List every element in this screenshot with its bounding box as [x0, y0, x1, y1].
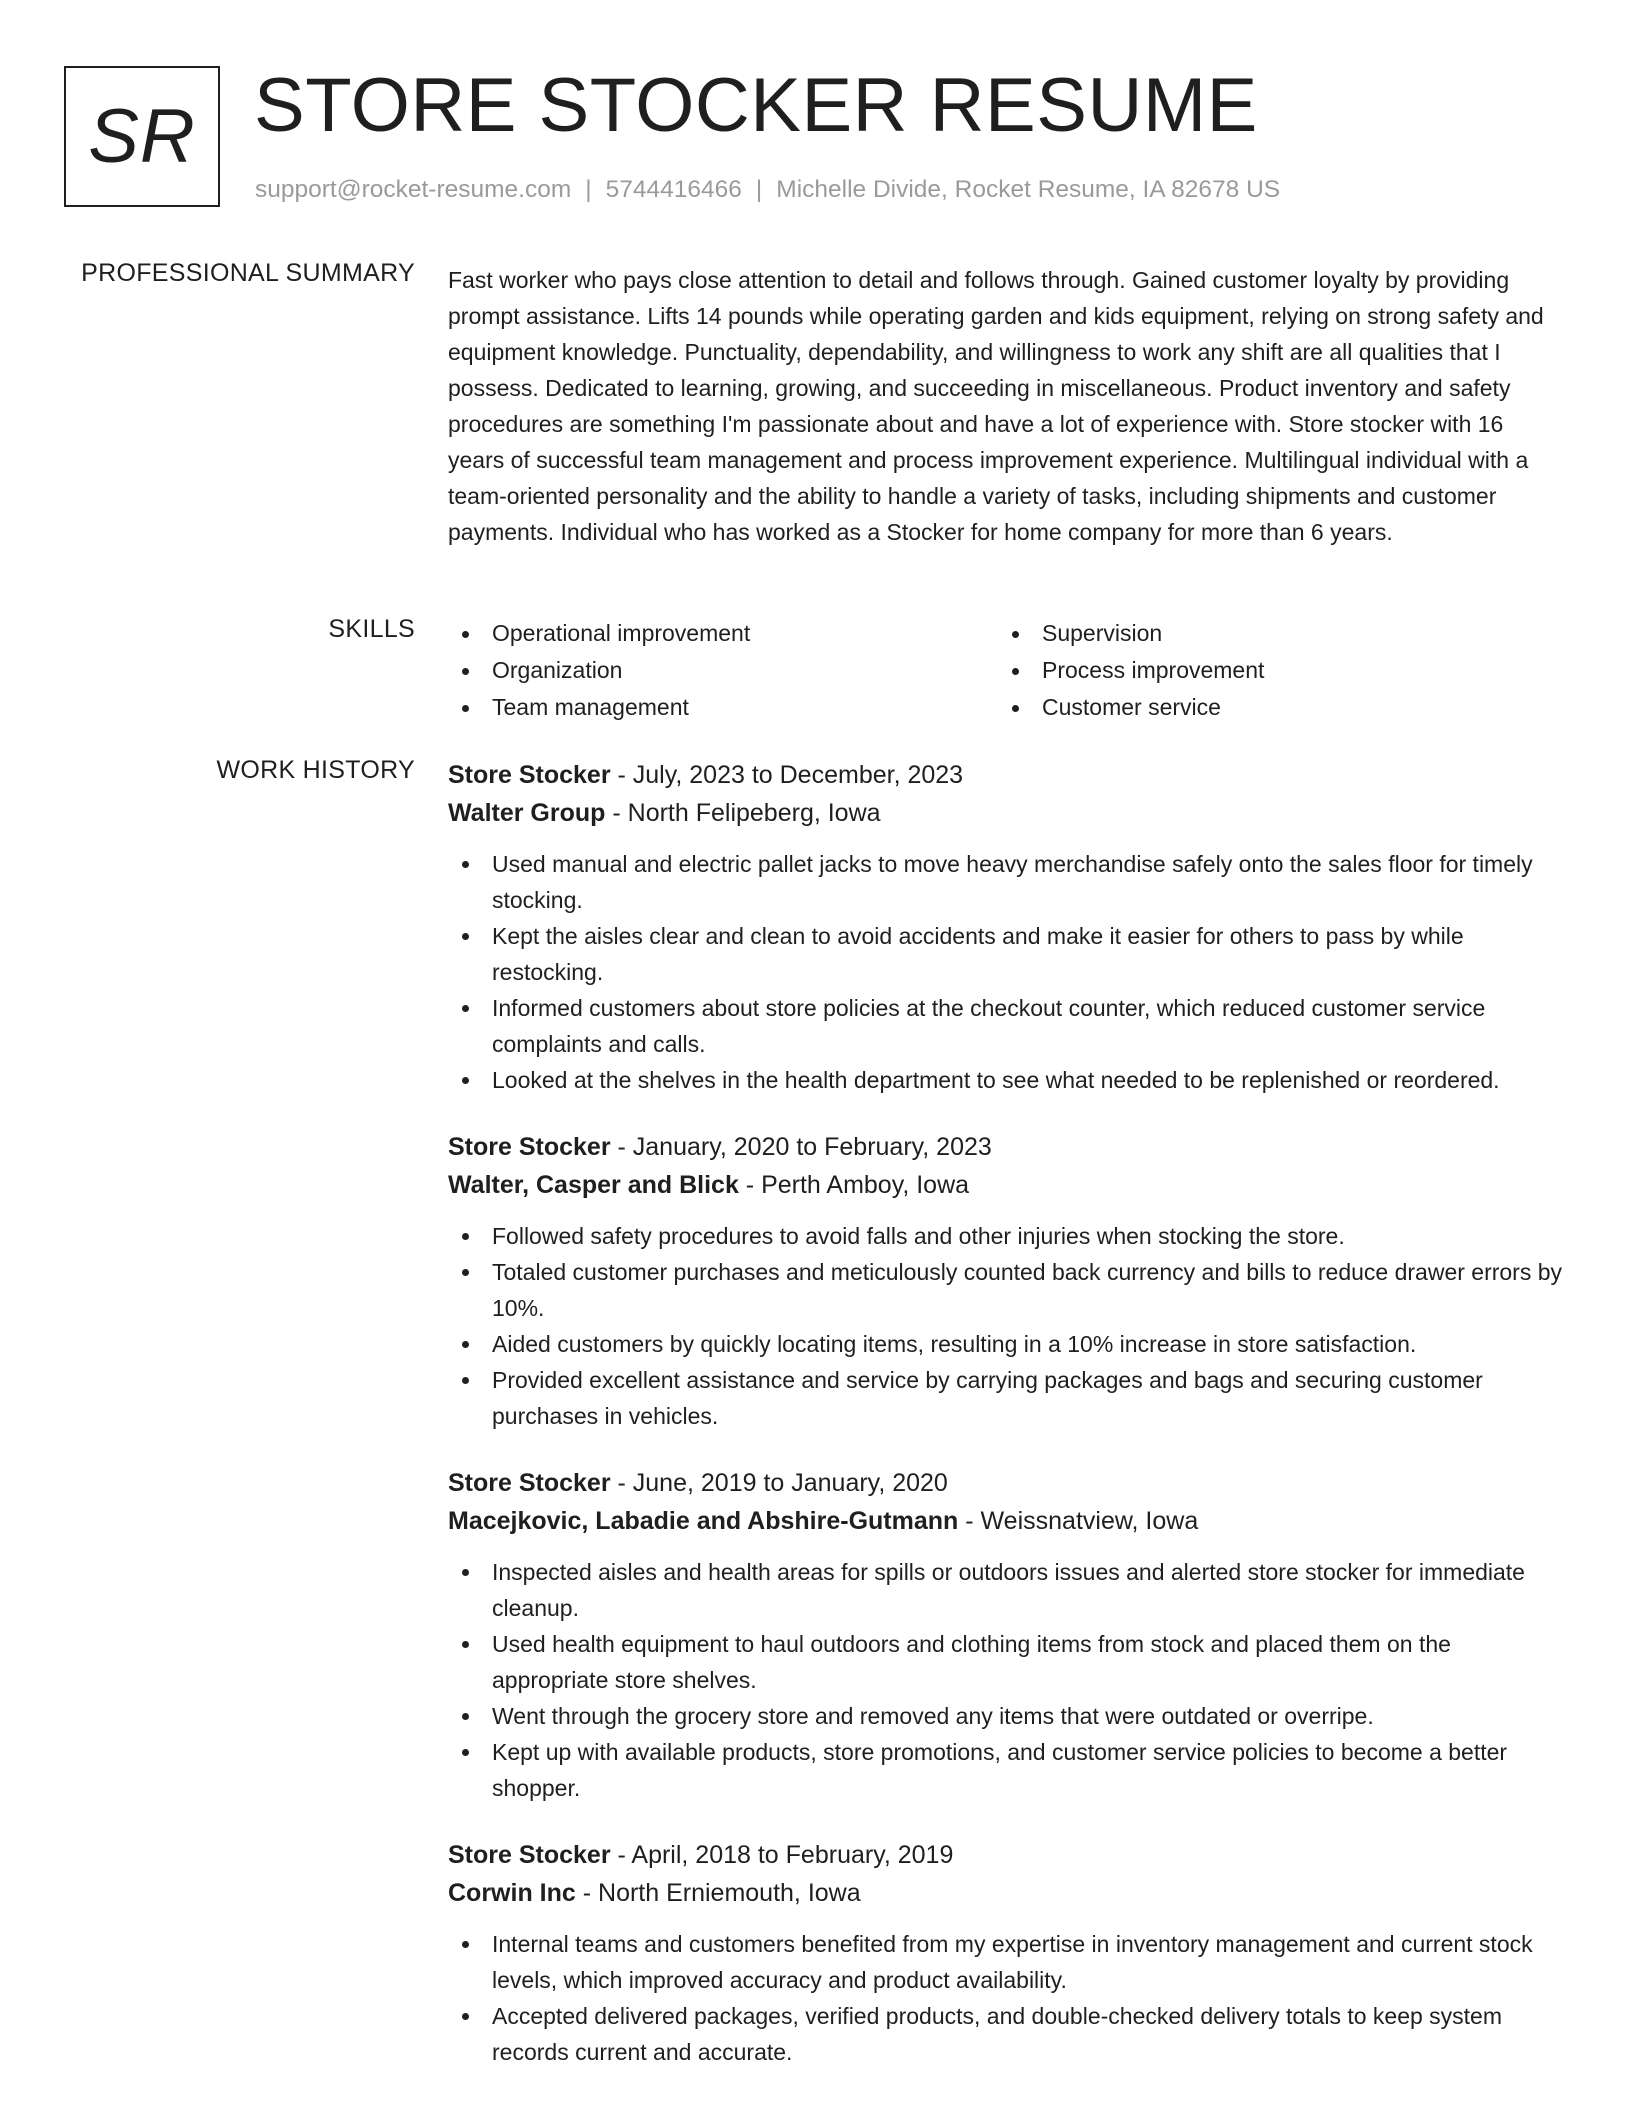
job-dates: - January, 2020 to February, 2023 — [610, 1133, 992, 1161]
resume-title: STORE STOCKER RESUME — [254, 63, 1258, 148]
job-title-line — [448, 1464, 1563, 1502]
skill-item: Process improvement — [998, 652, 1548, 689]
summary-body — [448, 262, 1563, 550]
job-bullet: Used manual and electric pallet jacks to move heavy merchandise safely onto the sales floor for timely stocking. — [448, 846, 1563, 918]
contact-separator: | — [585, 176, 592, 203]
job-title: Store Stocker — [448, 1469, 611, 1497]
job-company-line — [448, 1502, 1563, 1540]
job-dates: - June, 2019 to January, 2020 — [610, 1469, 948, 1497]
skills-body — [448, 615, 1563, 726]
job-bullet: Followed safety procedures to avoid falls and other injuries when stocking the store. — [448, 1218, 1563, 1254]
job-bullet: Kept up with available products, store promotions, and customer service policies to become a better shopper. — [448, 1734, 1563, 1806]
job-bullets — [448, 846, 1563, 1098]
summary-text: Fast worker who pays close attention to detail and follows through. Gained customer loyalty by providing prompt assistance. Lifts 14 pounds while operating garden and kids equipment, relying on strong safety and equipment knowledge. Punctuality, dependability, and willingness to work any shift are all qualities that I possess. Dedicated to learning, growing, and succeeding in miscellaneous. Product inventory and safety procedures are something I'm passionate about and have a lot of experience with. Store stocker with 16 years of successful team management and process improvement experience. Multilingual individual with a team-oriented personality and the ability to handle a variety of tasks, including shipments and customer payments. Individual who has worked as a Stocker for home company for more than 6 years. — [448, 267, 1544, 545]
contact-email[interactable]: support@rocket-resume.com — [255, 176, 572, 203]
job-company: Walter, Casper and Blick — [448, 1171, 739, 1199]
contact-phone[interactable]: 5744416466 — [605, 176, 742, 203]
job-company-line — [448, 1166, 1563, 1204]
job-bullet: Looked at the shelves in the health department to see what needed to be replenished or reordered. — [448, 1062, 1563, 1098]
section-label-summary: PROFESSIONAL SUMMARY — [81, 259, 415, 287]
job-company: Walter Group — [448, 799, 606, 827]
skill-item: Operational improvement — [448, 615, 998, 652]
section-label-work: WORK HISTORY — [216, 756, 415, 784]
job-entry — [448, 1128, 1563, 1434]
contact-line — [255, 176, 1280, 204]
job-dates: - July, 2023 to December, 2023 — [610, 761, 964, 789]
job-title-line — [448, 756, 1563, 794]
section-label-skills: SKILLS — [328, 615, 415, 643]
job-title-line — [448, 1836, 1563, 1874]
skill-item: Customer service — [998, 689, 1548, 726]
job-location: - Perth Amboy, Iowa — [738, 1171, 970, 1199]
job-company-line — [448, 794, 1563, 832]
resume-header — [64, 63, 1564, 211]
job-title: Store Stocker — [448, 1841, 611, 1869]
job-title-line — [448, 1128, 1563, 1166]
job-bullet: Inspected aisles and health areas for spills or outdoors issues and alerted store stocker for immediate cleanup. — [448, 1554, 1563, 1626]
job-entry — [448, 756, 1563, 1098]
job-bullet: Went through the grocery store and removed any items that were outdated or overripe. — [448, 1698, 1563, 1734]
job-location: - North Erniemouth, Iowa — [575, 1879, 861, 1907]
job-entry — [448, 1836, 1563, 2070]
job-bullet: Accepted delivered packages, verified products, and double-checked delivery totals to keep system records current and accurate. — [448, 1998, 1563, 2070]
job-bullet: Totaled customer purchases and meticulously counted back currency and bills to reduce drawer errors by 10%. — [448, 1254, 1563, 1326]
job-bullets — [448, 1554, 1563, 1806]
job-dates: - April, 2018 to February, 2019 — [610, 1841, 954, 1869]
job-company: Macejkovic, Labadie and Abshire-Gutmann — [448, 1507, 959, 1535]
monogram-logo: SR — [64, 66, 220, 207]
contact-address: Michelle Divide, Rocket Resume, IA 82678 US — [776, 176, 1281, 203]
job-entry — [448, 1464, 1563, 1806]
job-bullet: Kept the aisles clear and clean to avoid accidents and make it easier for others to pass by while restocking. — [448, 918, 1563, 990]
job-location: - Weissnatview, Iowa — [958, 1507, 1199, 1535]
skill-item: Organization — [448, 652, 998, 689]
skill-item: Supervision — [998, 615, 1548, 652]
contact-separator: | — [755, 176, 763, 203]
job-title: Store Stocker — [448, 761, 611, 789]
job-bullet: Aided customers by quickly locating items, resulting in a 10% increase in store satisfaction. — [448, 1326, 1563, 1362]
job-bullets — [448, 1926, 1563, 2070]
skills-list — [448, 615, 1563, 726]
work-history-body — [448, 756, 1563, 2100]
job-bullet: Used health equipment to haul outdoors and clothing items from stock and placed them on the appropriate store shelves. — [448, 1626, 1563, 1698]
job-bullet: Provided excellent assistance and service by carrying packages and bags and securing customer purchases in vehicles. — [448, 1362, 1563, 1434]
skill-item: Team management — [448, 689, 998, 726]
job-company-line — [448, 1874, 1563, 1912]
job-bullets — [448, 1218, 1563, 1434]
job-title: Store Stocker — [448, 1133, 611, 1161]
job-location: - North Felipeberg, Iowa — [605, 799, 881, 827]
job-bullet: Informed customers about store policies at the checkout counter, which reduced customer service complaints and calls. — [448, 990, 1563, 1062]
job-bullet: Internal teams and customers benefited from my expertise in inventory management and current stock levels, which improved accuracy and product availability. — [448, 1926, 1563, 1998]
job-company: Corwin Inc — [448, 1879, 576, 1907]
